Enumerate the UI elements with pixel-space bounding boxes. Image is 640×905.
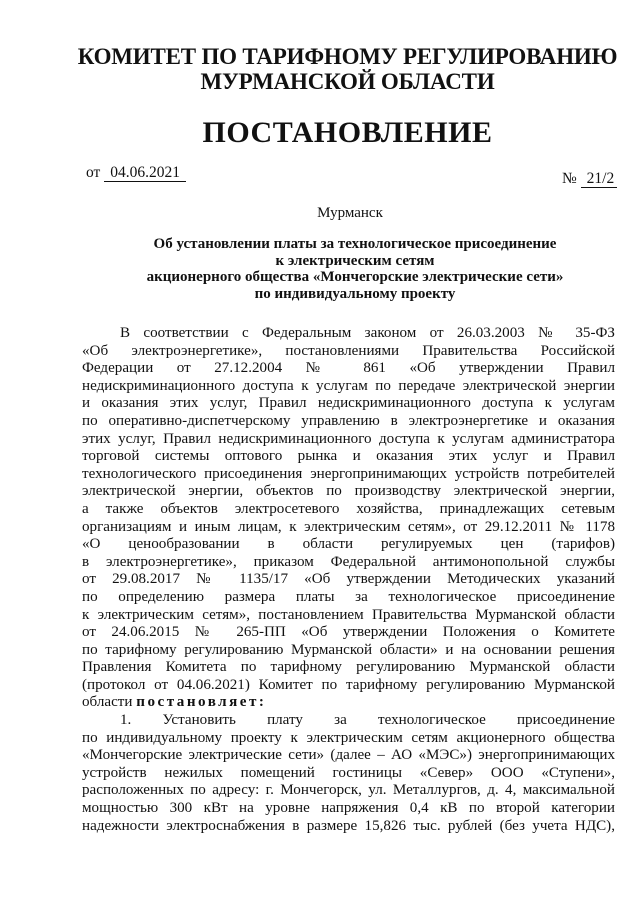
- item-1-line: по индивидуальному проекту к электрическим сетям акционерного общества: [82, 729, 615, 746]
- body-line: электрической энергии, объектов по производству электрической энергии,: [82, 483, 615, 500]
- body-line: технологического присоединения энергопринимающих устройств потребителей: [82, 465, 615, 482]
- org-line-1: КОМИТЕТ ПО ТАРИФНОМУ РЕГУЛИРОВАНИЮ: [77, 44, 618, 69]
- body-line: от 24.06.2015 № 265-ПП «Об утверждении Положения о Комитете: [82, 624, 615, 641]
- body-line: и оказания этих услуг, Правил недискриминационного доступа к услугам: [82, 395, 615, 412]
- number-prefix: №: [562, 170, 577, 187]
- item-1-line: надежности электроснабжения в размере 15,826 тыс. рублей (без учета НДС),: [82, 817, 615, 834]
- document-date: [86, 164, 186, 182]
- document-title: [60, 236, 640, 302]
- body-line: торговой системы оптового рынка и оказания этих услуг и Правил: [82, 448, 615, 465]
- body-line: по оперативно-диспетчерскому управлению в электроэнергетике и оказания: [82, 412, 615, 429]
- date-value: 04.06.2021: [104, 164, 186, 182]
- item-1-line: «Мончегорские электрические сети» (далее – АО «МЭС») энергопринимающих: [82, 747, 615, 764]
- body-line: В соответствии с Федеральным законом от 26.03.2003 № 35-ФЗ: [120, 325, 615, 341]
- document-type: ПОСТАНОВЛЕНИЕ: [202, 116, 493, 149]
- date-prefix: от: [86, 164, 101, 181]
- body-line: от 29.08.2017 № 1135/17 «Об утверждении Методических указаний: [82, 571, 615, 588]
- body-line: «О ценообразовании в области регулируемых цен (тарифов): [82, 536, 615, 553]
- item-1-line: устройств нежилых помещений гостиницы «Север» ООО «Ступени»,: [82, 764, 615, 781]
- city: Мурманск: [317, 205, 383, 221]
- title-line-3: акционерного общества «Мончегорские электрические сети»: [146, 269, 564, 286]
- title-line-4: по индивидуальному проекту: [254, 285, 456, 302]
- resolves-word: постановляет:: [136, 694, 267, 711]
- title-line-2: к электрическим сетям: [275, 252, 435, 269]
- item-1-line: 1. Установить плату за технологическое присоединение: [120, 712, 615, 729]
- body-line: по определению размера платы за технологическое присоединение: [82, 588, 615, 605]
- body-line: (протокол от 04.06.2021) Комитет по тарифному регулированию Мурманской: [82, 676, 615, 693]
- document-number: [562, 170, 617, 188]
- title-line-1: Об установлении платы за технологическое присоединение: [153, 236, 557, 252]
- body-line: Правления Комитета по тарифному регулированию Мурманской области: [82, 659, 615, 676]
- number-value: 21/2: [581, 170, 617, 188]
- issuing-organization: [60, 44, 635, 94]
- body-line: Федерации от 27.12.2004 № 861 «Об утверждении Правил: [82, 360, 615, 377]
- body-line: «Об электроэнергетике», постановлениями Правительства Российской: [82, 342, 615, 359]
- item-1-line: расположенных по адресу: г. Мончегорск, ул. Металлургов, д. 4, максимальной: [82, 782, 615, 799]
- final-prefix: области: [82, 694, 133, 711]
- body-line: по тарифному регулированию Мурманской области» и на основании решения: [82, 641, 615, 658]
- body-line: организациям и иным лицам, к электрическим сетям», от 29.12.2011 № 1178: [82, 518, 615, 535]
- document-body: [82, 325, 615, 835]
- body-line: недискриминационного доступа к услугам по передаче электрической энергии: [82, 377, 615, 394]
- item-1-line: мощностью 300 кВт на уровне напряжения 0,4 кВ по второй категории: [82, 800, 615, 817]
- body-line: а также объектов электросетевого хозяйства, принадлежащих сетевым: [82, 500, 615, 517]
- org-line-2: МУРМАНСКОЙ ОБЛАСТИ: [200, 69, 495, 94]
- body-line-resolves: [82, 694, 615, 712]
- body-line: к электрическим сетям», постановлением Правительства Мурманской области: [82, 606, 615, 623]
- body-line: в электроэнергетике», приказом Федеральной антимонопольной службы: [82, 553, 615, 570]
- body-line: этих услуг, Правил недискриминационного доступа к услугам администратора: [82, 430, 615, 447]
